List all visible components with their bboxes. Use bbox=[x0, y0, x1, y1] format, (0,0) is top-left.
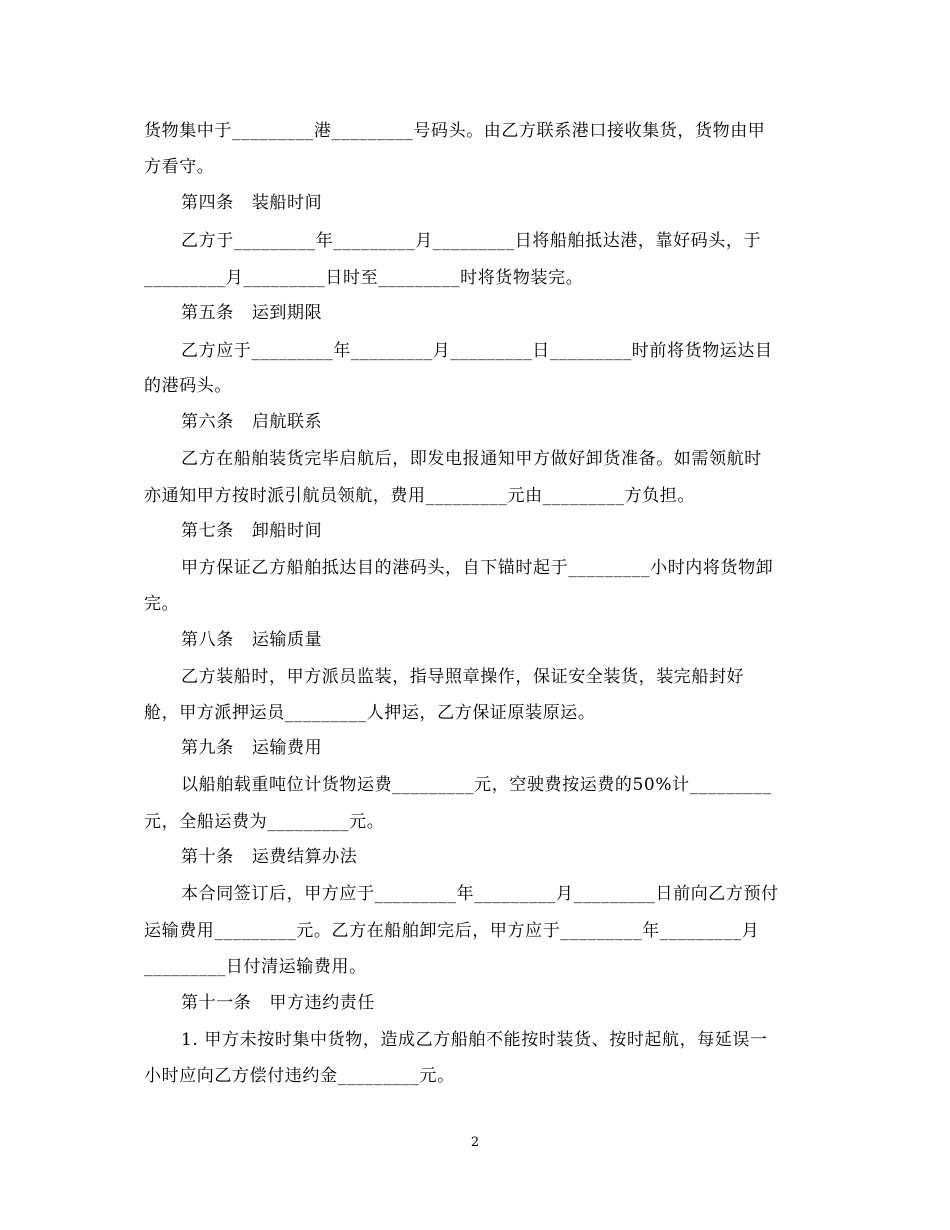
article-9-heading bbox=[181, 733, 861, 763]
article-4-heading bbox=[181, 188, 861, 218]
body-text-line: 以船舶载重吨位计货物运费_________元，空驶费按运费的50%计_________ bbox=[181, 775, 772, 795]
body-text-line: _________日付清运输费用。 bbox=[144, 957, 367, 977]
article-title: 卸船时间 bbox=[251, 521, 323, 541]
article-number: 第十一条 bbox=[181, 993, 252, 1013]
body-text-line: 运输费用_________元。乙方在船舶卸完后，甲方应于_________年_________月 bbox=[144, 921, 760, 941]
article-number: 第四条 bbox=[181, 193, 234, 213]
article-11-heading bbox=[181, 988, 861, 1018]
body-text-line: 舱，甲方派押运员_________人押运，乙方保证原装原运。 bbox=[144, 703, 596, 723]
body-text-line: 乙方应于_________年_________月_________日_________时前将货物运达目 bbox=[181, 341, 773, 361]
body-text-line: 货物集中于_________港_________号码头。由乙方联系港口接收集货，货物由甲 bbox=[144, 121, 766, 141]
body-text-line: 本合同签订后，甲方应于_________年_________月_________日前向乙方预付 bbox=[181, 884, 779, 904]
body-text-line: 乙方装船时，甲方派员监装，指导照章操作，保证安全装货，装完船封好 bbox=[181, 667, 745, 687]
body-text-line: 甲方保证乙方船舶抵达目的港码头，自下锚时起于_________小时内将货物卸 bbox=[181, 558, 774, 578]
body-text-line: 完。 bbox=[144, 594, 180, 614]
body-text-line: 方看守。 bbox=[144, 157, 215, 177]
article-number: 第十条 bbox=[181, 847, 234, 867]
article-title: 运费结算办法 bbox=[251, 847, 358, 867]
article-10-heading bbox=[181, 842, 861, 872]
article-number: 第九条 bbox=[181, 738, 234, 758]
article-title: 甲方违约责任 bbox=[269, 993, 376, 1013]
body-text-line: 元，全船运费为_________元。 bbox=[144, 812, 385, 832]
article-7-heading bbox=[181, 516, 861, 546]
article-5-heading bbox=[181, 298, 861, 328]
article-title: 运到期限 bbox=[251, 303, 323, 323]
body-text-line: 小时应向乙方偿付违约金_________元。 bbox=[144, 1066, 455, 1086]
article-number: 第五条 bbox=[181, 303, 234, 323]
body-text-line: 乙方在船舶装货完毕启航后，即发电报通知甲方做好卸货准备。如需领航时 bbox=[181, 449, 762, 469]
article-title: 运输质量 bbox=[251, 630, 323, 650]
article-title: 运输费用 bbox=[251, 738, 323, 758]
article-number: 第八条 bbox=[181, 630, 234, 650]
page-number: 2 bbox=[470, 1135, 480, 1150]
article-title: 装船时间 bbox=[251, 193, 323, 213]
article-8-heading bbox=[181, 625, 861, 655]
body-text-line: 乙方于_________年_________月_________日将船舶抵达港，靠好码头，于 bbox=[181, 231, 762, 251]
article-number: 第六条 bbox=[181, 412, 234, 432]
body-text-line: _________月_________日时至_________时将货物装完。 bbox=[144, 268, 584, 288]
body-text-line: 1. 甲方未按时集中货物，造成乙方船舶不能按时装货、按时起航，每延误一 bbox=[181, 1030, 768, 1050]
body-text-line: 亦通知甲方按时派引航员领航，费用_________元由_________方负担。 bbox=[144, 486, 695, 506]
article-number: 第七条 bbox=[181, 521, 234, 541]
article-6-heading bbox=[181, 407, 861, 437]
article-title: 启航联系 bbox=[251, 412, 323, 432]
body-text-line: 的港码头。 bbox=[144, 376, 232, 396]
